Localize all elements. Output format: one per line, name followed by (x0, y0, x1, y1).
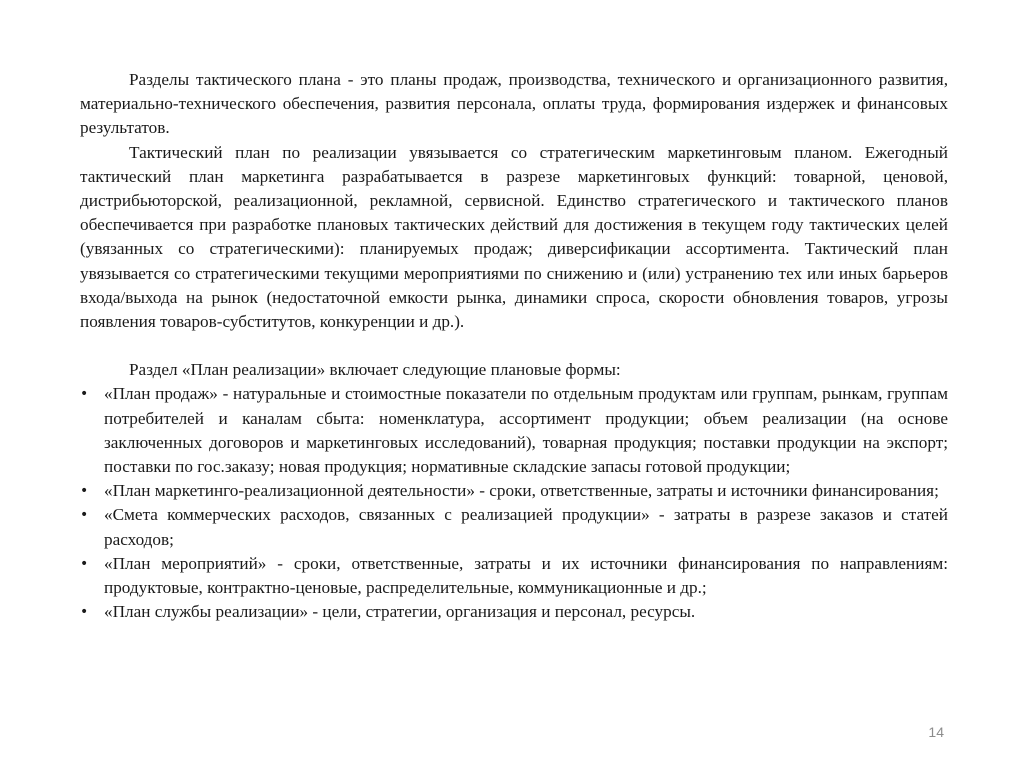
paragraph-tactical-plan-marketing: Тактический план по реализации увязывается со стратегическим маркетинговым планом. Ежегодный тактический план маркетинга разрабатывается в разрезе маркетинговых функций: товарной, ценовой, дистрибьюторской, реализационной, рекламной, сервисной. Единство стратегического и тактического планов обеспечивается при разработке плановых тактических действий для достижения в текущем году тактических целей (увязанных со стратегическими): планируемых продаж; диверсификации ассортимента. Тактический план увязывается со стратегическими текущими мероприятиями по снижению и (или) устранению тех или иных барьеров входа/выхода на рынок (недостаточной емкости рынка, динамики спроса, скорости обновления товаров, угрозы появления товаров-субститутов, конкуренции и др.). (80, 142, 948, 332)
list-item-text: «Смета коммерческих расходов, связанных с реализацией продукции» - затраты в разрезе заказов и статей расходов; (104, 505, 948, 549)
bullet-icon: • (80, 555, 89, 572)
plan-forms-list (80, 382, 948, 624)
list-item-text: «План службы реализации» - цели, стратегии, организация и персонал, ресурсы. (104, 602, 696, 622)
bullet-icon: • (80, 483, 89, 500)
page-number: 14 (928, 724, 944, 740)
paragraph-spacer (80, 334, 948, 358)
section-intro: Раздел «План реализации» включает следующие плановые формы: (129, 360, 621, 380)
list-item-text: «План мероприятий» - сроки, ответственные, затраты и их источники финансирования по направлениям: продуктовые, контрактно-ценовые, распределительные, коммуникационные и др.; (104, 553, 948, 598)
list-item (80, 503, 948, 551)
bullet-icon: • (80, 386, 89, 403)
list-item-text: «План маркетинго-реализационной деятельности» - сроки, ответственные, затраты и источники финансирования; (104, 481, 939, 501)
paragraph-tactical-plan-sections: Разделы тактического плана - это планы продаж, производства, технического и организационного развития, материально-технического обеспечения, развития персонала, оплаты труда, формирования издержек и финансовых результатов. (80, 70, 948, 138)
list-item (80, 600, 948, 624)
list-item-text: «План продаж» - натуральные и стоимостные показатели по отдельным продуктам или группам, рынкам, группам потребителей и каналам сбыта: номенклатура, ассортимент продукции; объем реализации (на основе заключенных договоров и маркетинговых исследований), товарная продукция; поставки продукции на экспорт; поставки по гос.заказу; новая продукция; нормативные складские запасы готовой продукции; (104, 384, 948, 477)
bullet-icon: • (80, 604, 89, 621)
list-item (80, 552, 948, 600)
list-item (80, 479, 948, 503)
bullet-icon: • (80, 507, 89, 524)
list-item (80, 382, 948, 479)
slide-content (80, 68, 948, 624)
